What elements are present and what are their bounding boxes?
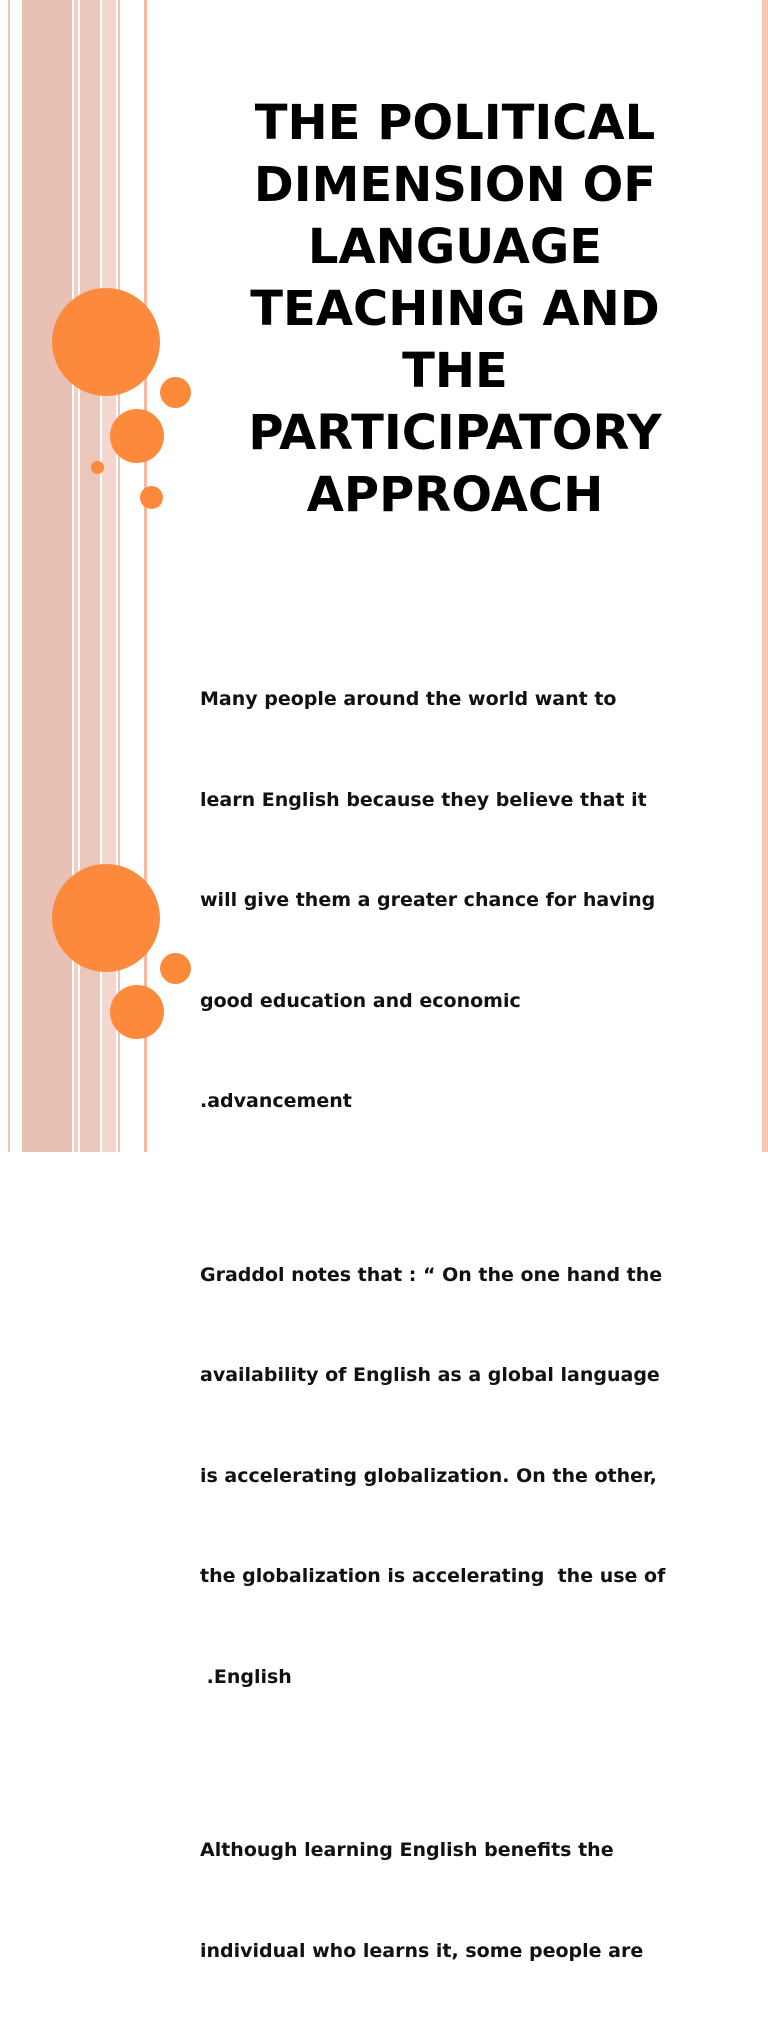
decorative-circle (160, 377, 191, 408)
text-line: good education and economic (200, 989, 521, 1012)
decorative-stripe (74, 576, 78, 1152)
decorative-stripe (8, 576, 10, 1152)
decorative-stripe (118, 0, 120, 576)
decorative-stripe (22, 0, 72, 576)
title-line: DIMENSION OF (253, 157, 657, 213)
slide-edge (762, 576, 768, 1152)
slide-edge (762, 0, 768, 576)
text-line: .English (200, 1665, 292, 1688)
text-line: the globalization is accelerating the use of (200, 1565, 666, 1587)
title-line: THE (402, 343, 508, 399)
title-line: THE POLITICAL (254, 95, 656, 151)
decorative-circle (52, 288, 160, 396)
decorative-stripe (144, 576, 147, 1152)
decorative-circle (52, 864, 160, 972)
text-line: Graddol notes that : “ On the one hand the (200, 1263, 663, 1286)
paragraph (200, 616, 740, 1186)
decorative-stripe (22, 576, 72, 1152)
decorative-circle (160, 953, 191, 984)
paragraph (200, 1767, 740, 2035)
text-line: learn English because they believe that it (200, 788, 647, 811)
title-line: PARTICIPATORY (248, 405, 662, 461)
text-line: Many people around the world want to (200, 688, 617, 710)
decorative-stripe (8, 0, 10, 576)
text-line: will give them a greater chance for having (200, 889, 656, 911)
decorative-circle (110, 409, 164, 463)
decorative-circle (91, 461, 104, 474)
text-line: .advancement (200, 1090, 352, 1112)
decorative-stripe (74, 0, 78, 576)
text-line: individual who learns it, some people are (200, 1939, 644, 1962)
paragraph (200, 1192, 740, 1762)
title-line: LANGUAGE (307, 219, 603, 275)
text-line: Although learning English benefits the (200, 1839, 614, 1861)
decorative-circle (110, 985, 164, 1039)
slide-body (200, 616, 740, 2041)
decorative-stripe (118, 576, 120, 1152)
content-slide (0, 576, 768, 1962)
title-line: APPROACH (306, 467, 604, 523)
title-slide (0, 0, 768, 576)
slide-title (200, 92, 710, 526)
text-line: availability of English as a global language (200, 1364, 660, 1386)
decorative-circle (140, 486, 163, 509)
text-line: is accelerating globalization. On the other, (200, 1464, 657, 1487)
title-line: TEACHING AND (250, 281, 660, 337)
